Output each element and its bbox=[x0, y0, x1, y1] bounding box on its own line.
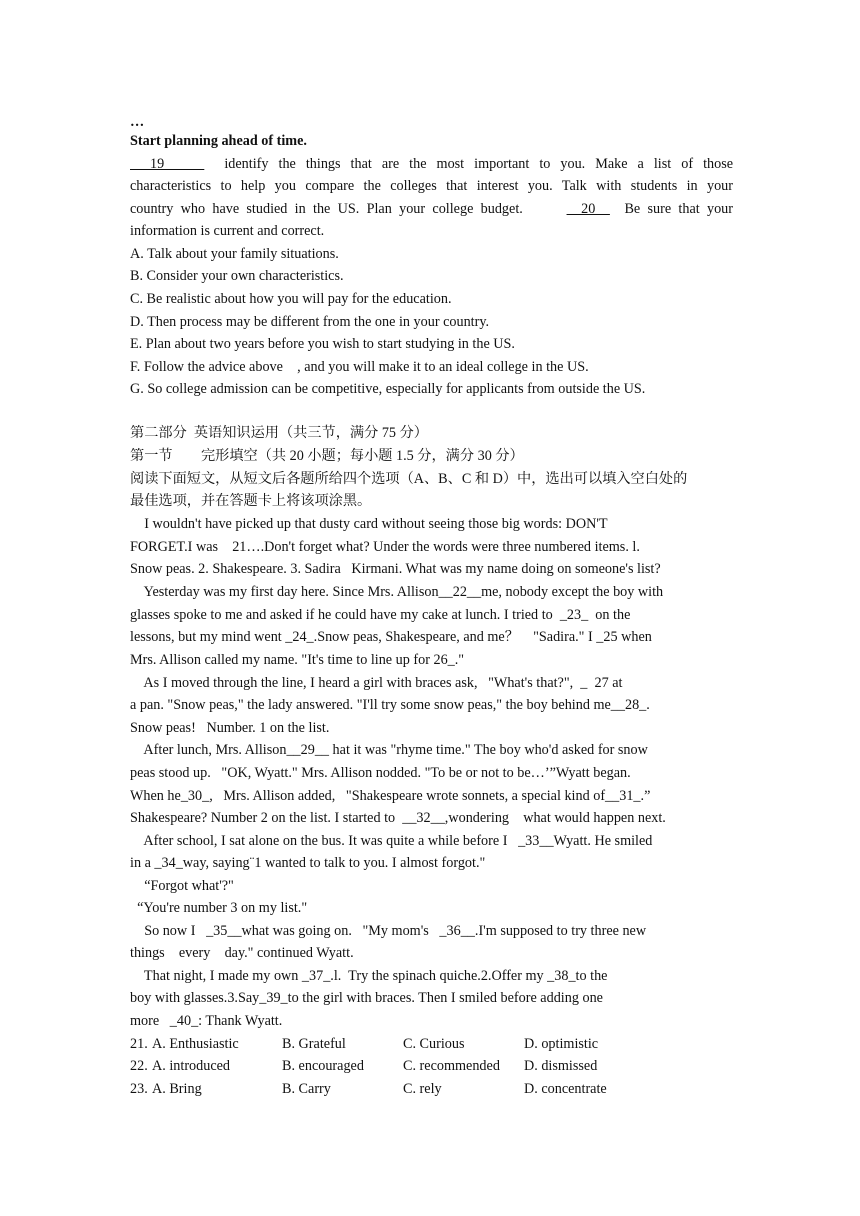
story-line: a pan. "Snow peas," the lady answered. "I'll try some snow peas," the boy behind me__28_. bbox=[130, 697, 650, 713]
choice-d: D. dismissed bbox=[524, 1058, 598, 1074]
story-line: “Forgot what'?" bbox=[130, 878, 234, 894]
part2-heading: 第二部分 英语知识运用（共三节，满分 75 分） bbox=[130, 425, 428, 441]
option-e: E. Plan about two years before you wish to start studying in the US. bbox=[130, 336, 515, 352]
para1-line-1: 19 identify the things that are the most important to you. Make a list of those bbox=[130, 156, 734, 172]
para1-line-3: country who have studied in the US. Plan your college budget. 20 Be sure that your bbox=[130, 201, 734, 217]
option-a: A. Talk about your family situations. bbox=[130, 246, 339, 262]
story-line: Shakespeare? Number 2 on the list. I started to __32__,wondering what would happen next. bbox=[130, 810, 666, 826]
story-line: Yesterday was my first day here. Since Mrs. Allison__22__me, nobody except the boy with bbox=[130, 584, 664, 600]
option-d: D. Then process may be different from the one in your country. bbox=[130, 314, 490, 330]
para1-line-2: characteristics to help you compare the colleges that interest you. Talk with students in your bbox=[130, 178, 733, 194]
choice-b: B. Carry bbox=[282, 1081, 331, 1097]
story-line: lessons, but my mind went _24_.Snow peas, Shakespeare, and me？ "Sadira." I _25 when bbox=[130, 629, 652, 645]
choice-c: C. rely bbox=[403, 1081, 442, 1097]
choice-a: A. introduced bbox=[152, 1058, 231, 1074]
story-line: Mrs. Allison called my name. "It's time to line up for 26_." bbox=[130, 652, 465, 668]
option-g: G. So college admission can be competitive, especially for applicants from outside the US. bbox=[130, 381, 646, 397]
instructions-line-1: 阅读下面短文，从短文后各题所给四个选项（A、B、C 和 D）中，选出可以填入空白处的 bbox=[130, 471, 688, 487]
choice-d: D. concentrate bbox=[524, 1081, 607, 1097]
story-line: As I moved through the line, I heard a girl with braces ask, "What's that?", _ 27 at bbox=[130, 675, 623, 691]
story-line: I wouldn't have picked up that dusty card without seeing those big words: DON'T bbox=[130, 516, 608, 532]
choice-a: A. Bring bbox=[152, 1081, 202, 1097]
choice-c: C. recommended bbox=[403, 1058, 500, 1074]
story-line: When he_30_, Mrs. Allison added, "Shakespeare wrote sonnets, a special kind of__31_.” bbox=[130, 788, 651, 804]
option-f: F. Follow the advice above , and you will make it to an ideal college in the US. bbox=[130, 359, 589, 375]
instructions-line-2: 最佳选项，并在答题卡上将该项涂黑。 bbox=[130, 493, 372, 509]
story-line: Snow peas! Number. 1 on the list. bbox=[130, 720, 330, 736]
choice-b: B. encouraged bbox=[282, 1058, 364, 1074]
story-line: more _40_: Thank Wyatt. bbox=[130, 1013, 283, 1029]
choice-c: C. Curious bbox=[403, 1036, 465, 1052]
story-line: Snow peas. 2. Shakespeare. 3. Sadira Kirmani. What was my name doing on someone's list? bbox=[130, 561, 661, 577]
story-line: After lunch, Mrs. Allison__29__ hat it was "rhyme time." The boy who'd asked for snow bbox=[130, 742, 648, 758]
choice-a: A. Enthusiastic bbox=[152, 1036, 239, 1052]
blank-19: 19 bbox=[130, 156, 205, 172]
option-b: B. Consider your own characteristics. bbox=[130, 268, 344, 284]
para1-line-4: information is current and correct. bbox=[130, 223, 325, 239]
story-line: FORGET.I was 21….Don't forget what? Under the words were three numbered items. l. bbox=[130, 539, 640, 555]
choice-d: D. optimistic bbox=[524, 1036, 599, 1052]
story-line: “You're number 3 on my list." bbox=[130, 900, 308, 916]
blank-20: 20 bbox=[566, 201, 610, 217]
story-line: boy with glasses.3.Say_39_to the girl with braces. Then I smiled before adding one bbox=[130, 990, 603, 1006]
top-ellipsis: … bbox=[130, 114, 145, 130]
section1-heading: 第一节 完形填空（共 20 小题；每小题 1.5 分，满分 30 分） bbox=[130, 448, 524, 464]
option-c: C. Be realistic about how you will pay for the education. bbox=[130, 291, 452, 307]
story-line: After school, I sat alone on the bus. It was quite a while before I _33__Wyatt. He smiled bbox=[130, 833, 653, 849]
story-line: So now I _35__what was going on. "My mom's _36__.I'm supposed to try three new bbox=[130, 923, 647, 939]
story-line: peas stood up. "OK, Wyatt." Mrs. Allison nodded. "To be or not to be…’”Wyatt began. bbox=[130, 765, 631, 781]
story-line: in a _34_way, saying¨1 wanted to talk to you. I almost forgot." bbox=[130, 855, 486, 871]
section-heading: Start planning ahead of time. bbox=[130, 133, 307, 149]
story-line: things every day." continued Wyatt. bbox=[130, 945, 354, 961]
story-line: That night, I made my own _37_.l. Try the spinach quiche.2.Offer my _38_to the bbox=[130, 968, 608, 984]
choice-b: B. Grateful bbox=[282, 1036, 346, 1052]
story-line: glasses spoke to me and asked if he could have my cake at lunch. I tried to _23_ on the bbox=[130, 607, 631, 623]
